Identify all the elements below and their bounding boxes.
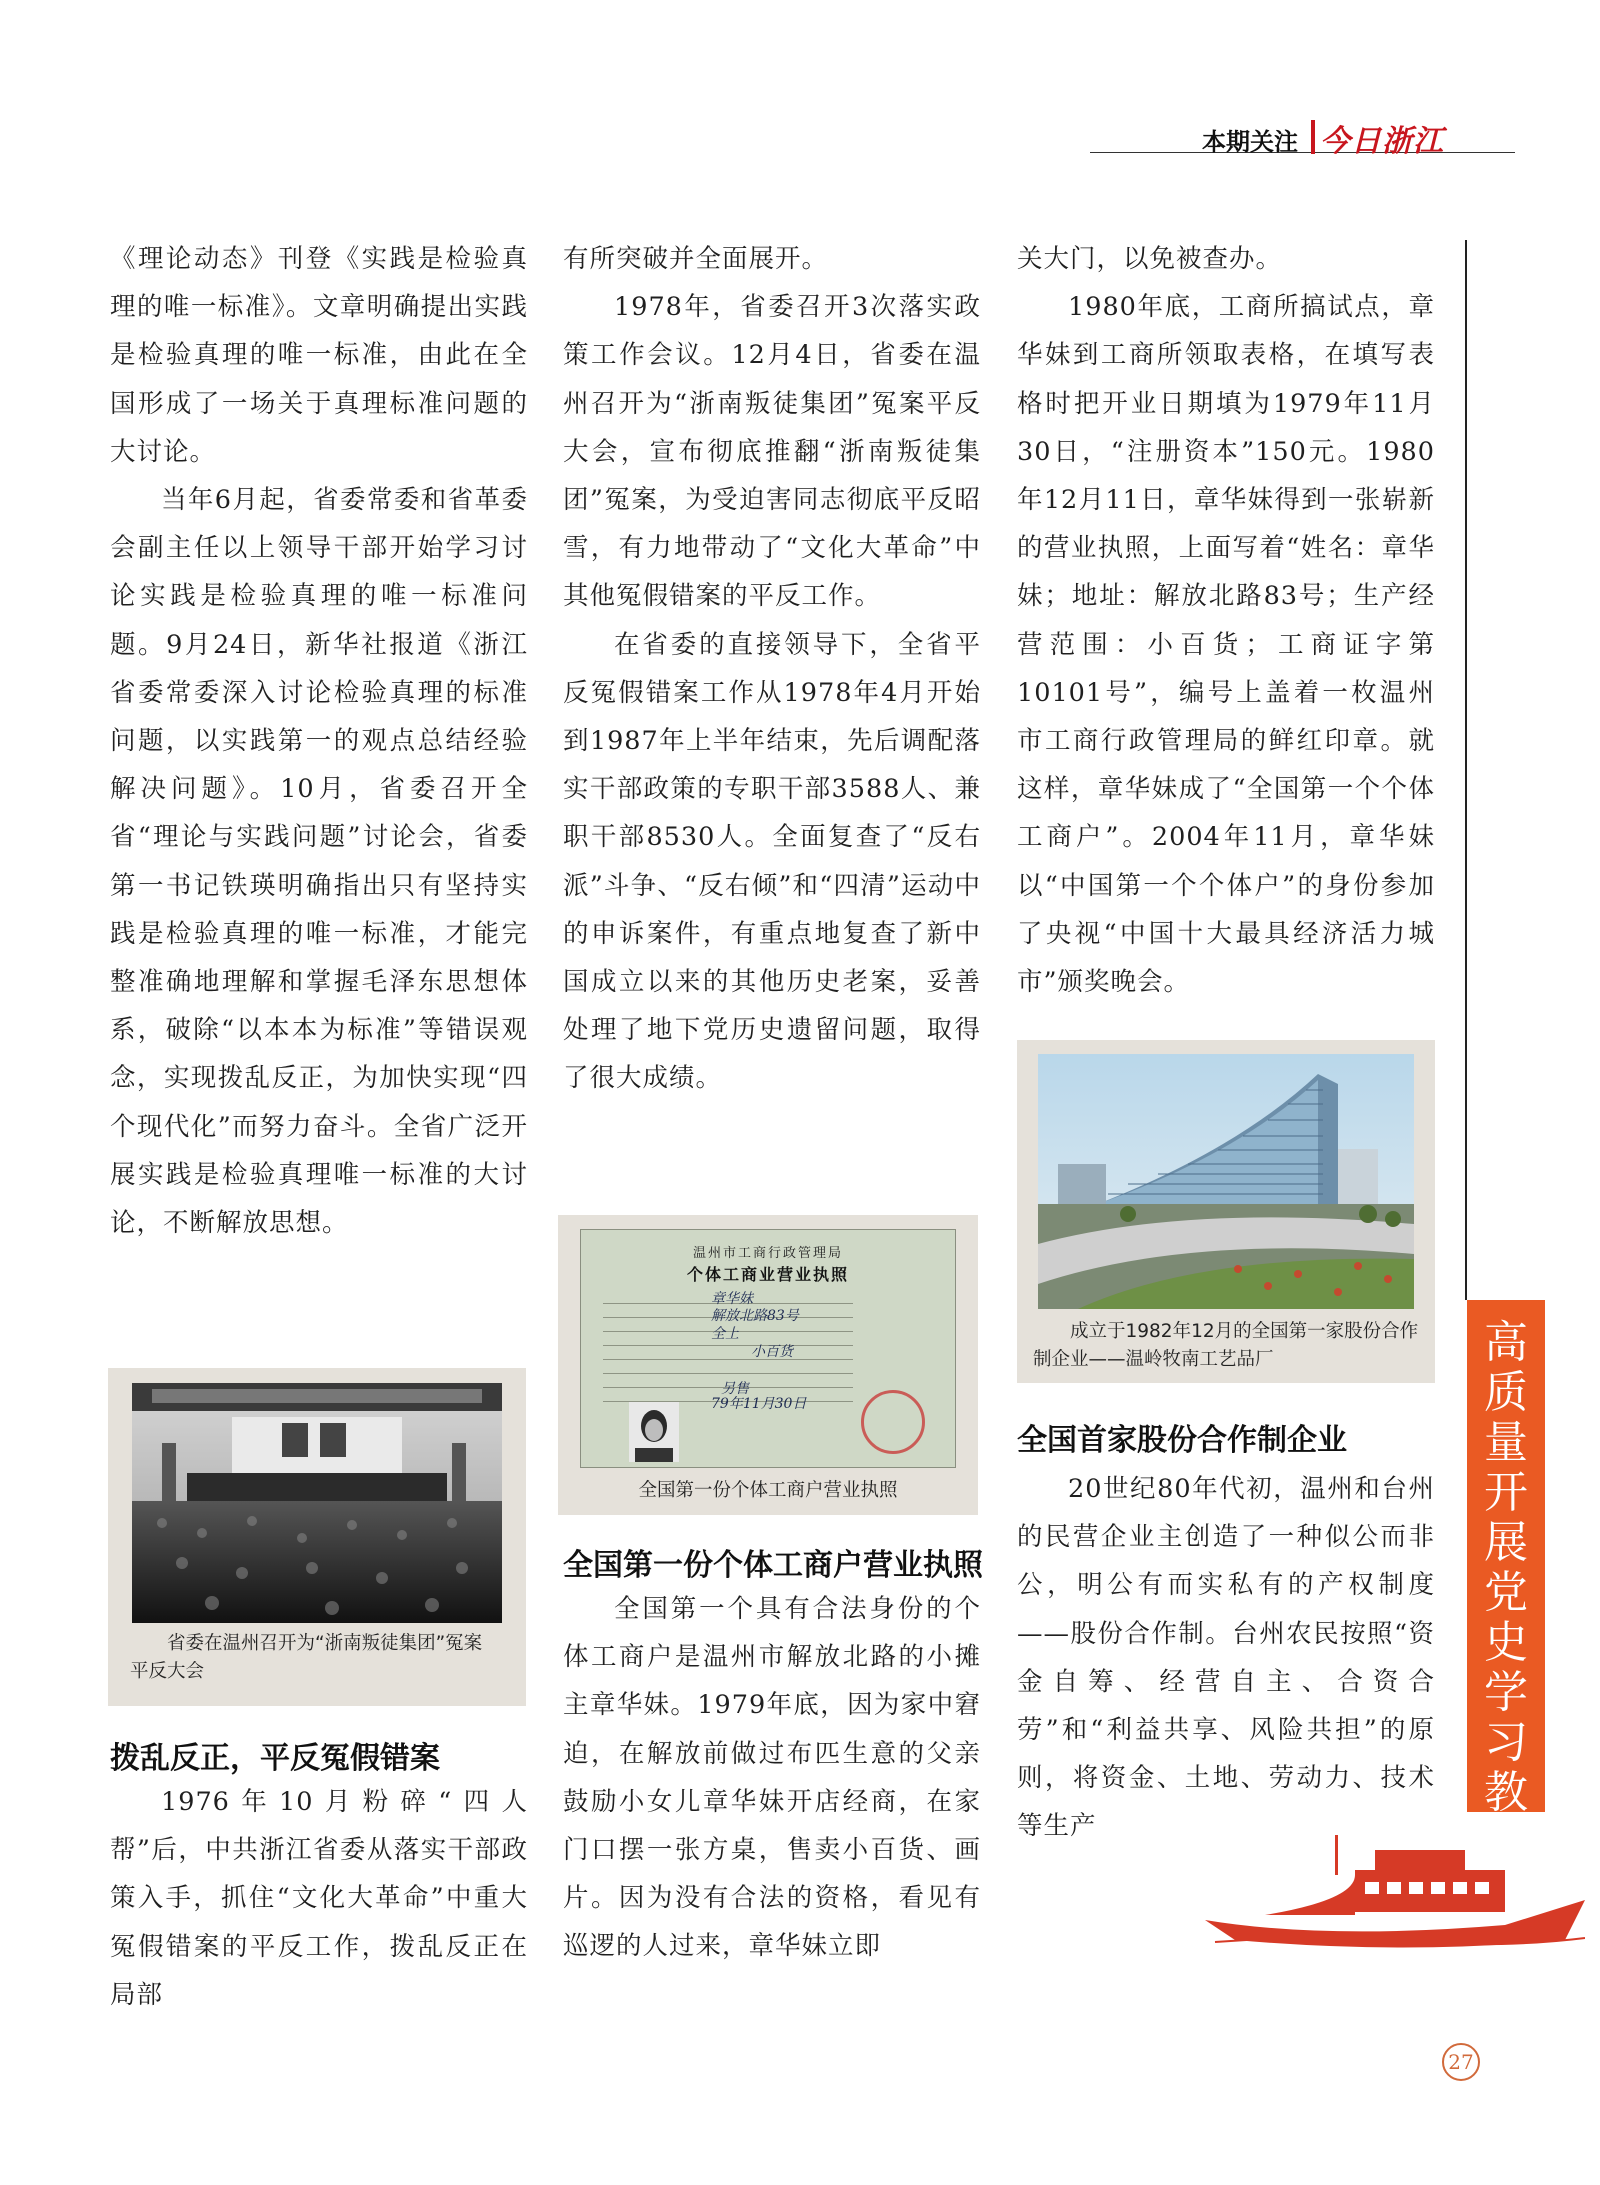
- red-boat-illustration: [1205, 1830, 1585, 1950]
- rally-photo-frame: [108, 1368, 526, 1706]
- rally-photo-caption: 省委在温州召开为“浙南叛徒集团”冤案平反大会: [130, 1633, 483, 1682]
- license-photo-caption: 全国第一份个体工商户营业执照: [638, 1480, 898, 1501]
- col3-paragraph-3: 20世纪80年代初，温州和台州的民营企业主创造了一种似公而非公，明公有而实私有的产权制度——股份合作制。台州农民按照“资金自筹、经营自主、合资合劳”和“利益共享、风险共担”的原则，将资金、土地、劳动力、技术等生产: [1017, 1474, 1435, 1842]
- heading-boluan-fanzheng: 拨乱反正，平反冤假错案: [110, 1741, 440, 1776]
- factory-photo-caption: 成立于1982年12月的全国第一家股份合作制企业——温岭牧南工艺品厂: [1033, 1321, 1419, 1370]
- license-name-handwritten: 章华妹: [711, 1291, 753, 1307]
- col2-paragraph-2: 1978年，省委召开3次落实政策工作会议。12月4日，省委在温州召开为“浙南叛徒集团”冤案平反大会，宣布彻底推翻“浙南叛徒集团”冤案，为受迫害同志彻底平反昭雪，有力地带动了“文化大革命”中其他冤假错案的平反工作。: [563, 292, 981, 612]
- section-label: 本期关注: [1202, 128, 1298, 156]
- license-same-handwritten: 全上: [711, 1326, 739, 1342]
- column-2-top: [563, 235, 981, 1103]
- license-document: [580, 1229, 956, 1468]
- side-tab-label: 高质量开展党史学习教育: [1484, 1317, 1528, 1868]
- col3-paragraph-2: 1980年底，工商所搞试点，章华妹到工商所领取表格，在填写表格时把开业日期填为1979年11月30日，“注册资本”150元。1980年12月11日，章华妹得到一张崭新的营业执照，上面写着“姓名：章华妹；地址：解放北路83号；生产经营范围：小百货；工商证字第10101号”，编号上盖着一枚温州市工商行政管理局的鲜红印章。就这样，章华妹成了“全国第一个个体工商户”。2004年11月，章华妹以“中国第一个个体户”的身份参加了央视“中国十大最具经济活力城市”颁奖晚会。: [1017, 292, 1435, 998]
- column-3-bottom: [1017, 1465, 1435, 1851]
- rally-photo: [132, 1383, 502, 1623]
- license-title-authority: 温州市工商行政管理局: [692, 1246, 843, 1261]
- heading-first-license: 全国第一份个体工商户营业执照: [563, 1548, 983, 1583]
- page-number: 27: [1442, 2043, 1480, 2081]
- column-3-top: [1017, 235, 1435, 1006]
- license-address-handwritten: 解放北路83号: [711, 1308, 799, 1324]
- license-portrait: [629, 1402, 679, 1462]
- col2-paragraph-1: 有所突破并全面展开。: [563, 244, 829, 274]
- column-1-top: [110, 235, 528, 1247]
- factory-photo-frame: [1017, 1040, 1435, 1383]
- license-photo-frame: [558, 1215, 978, 1515]
- license-date-handwritten: 79年11月30日: [711, 1396, 807, 1412]
- column-2-bottom: [563, 1585, 981, 1971]
- factory-photo: [1038, 1054, 1414, 1309]
- license-scope-handwritten: 小百货: [751, 1344, 793, 1360]
- col1-paragraph-1: 《理论动态》刊登《实践是检验真理的唯一标准》。文章明确提出实践是检验真理的唯一标准，由此在全国形成了一场关于真理标准问题的大讨论。: [110, 244, 528, 467]
- header-rule: [1090, 152, 1515, 153]
- column-divider-line: [1465, 240, 1467, 1300]
- magazine-logo: 今日浙江: [1320, 124, 1444, 159]
- col2-paragraph-4: 全国第一个具有合法身份的个体工商户是温州市解放北路的小摊主章华妹。1979年底，因为家中窘迫，在解放前做过布匹生意的父亲鼓励小女儿章华妹开店经商，在家门口摆一张方桌，售卖小百货、画片。因为没有合法的资格，看见有巡逻的人过来，章华妹立即: [563, 1594, 981, 1962]
- heading-shareholding: 全国首家股份合作制企业: [1017, 1423, 1347, 1458]
- license-mode-handwritten: 另售: [721, 1381, 749, 1397]
- license-seal: [861, 1390, 925, 1454]
- header-divider: [1311, 120, 1315, 154]
- col2-paragraph-3: 在省委的直接领导下，全省平反冤假错案工作从1978年4月开始到1987年上半年结束，先后调配落实干部政策的专职干部3588人、兼职干部8530人。全面复查了“反右派”斗争、“反右倾”和“四清”运动中的申诉案件，有重点地复查了新中国成立以来的其他历史老案，妥善处理了地下党历史遗留问题，取得了很大成绩。: [563, 629, 981, 1094]
- column-1-bottom: [110, 1778, 528, 2019]
- col1-paragraph-3: 1976年10月粉碎“四人帮”后，中共浙江省委从落实干部政策入手，抓住“文化大革命”中重大冤假错案的平反工作，拨乱反正在局部: [110, 1787, 528, 2010]
- col1-paragraph-2: 当年6月起，省委常委和省革委会副主任以上领导干部开始学习讨论实践是检验真理的唯一标准问题。9月24日，新华社报道《浙江省委常委深入讨论检验真理的标准问题，以实践第一的观点总结经验解决问题》。10月，省委召开全省“理论与实践问题”讨论会，省委第一书记铁瑛明确指出只有坚持实践是检验真理的唯一标准，才能完整准确地理解和掌握毛泽东思想体系，破除“以本本为标准”等错误观念，实现拨乱反正，为加快实现“四个现代化”而努力奋斗。全省广泛开展实践是检验真理唯一标准的大讨论，不断解放思想。: [110, 485, 528, 1239]
- license-title-main: 个体工商业营业执照: [686, 1265, 849, 1284]
- col3-paragraph-1: 关大门，以免被查办。: [1017, 244, 1283, 274]
